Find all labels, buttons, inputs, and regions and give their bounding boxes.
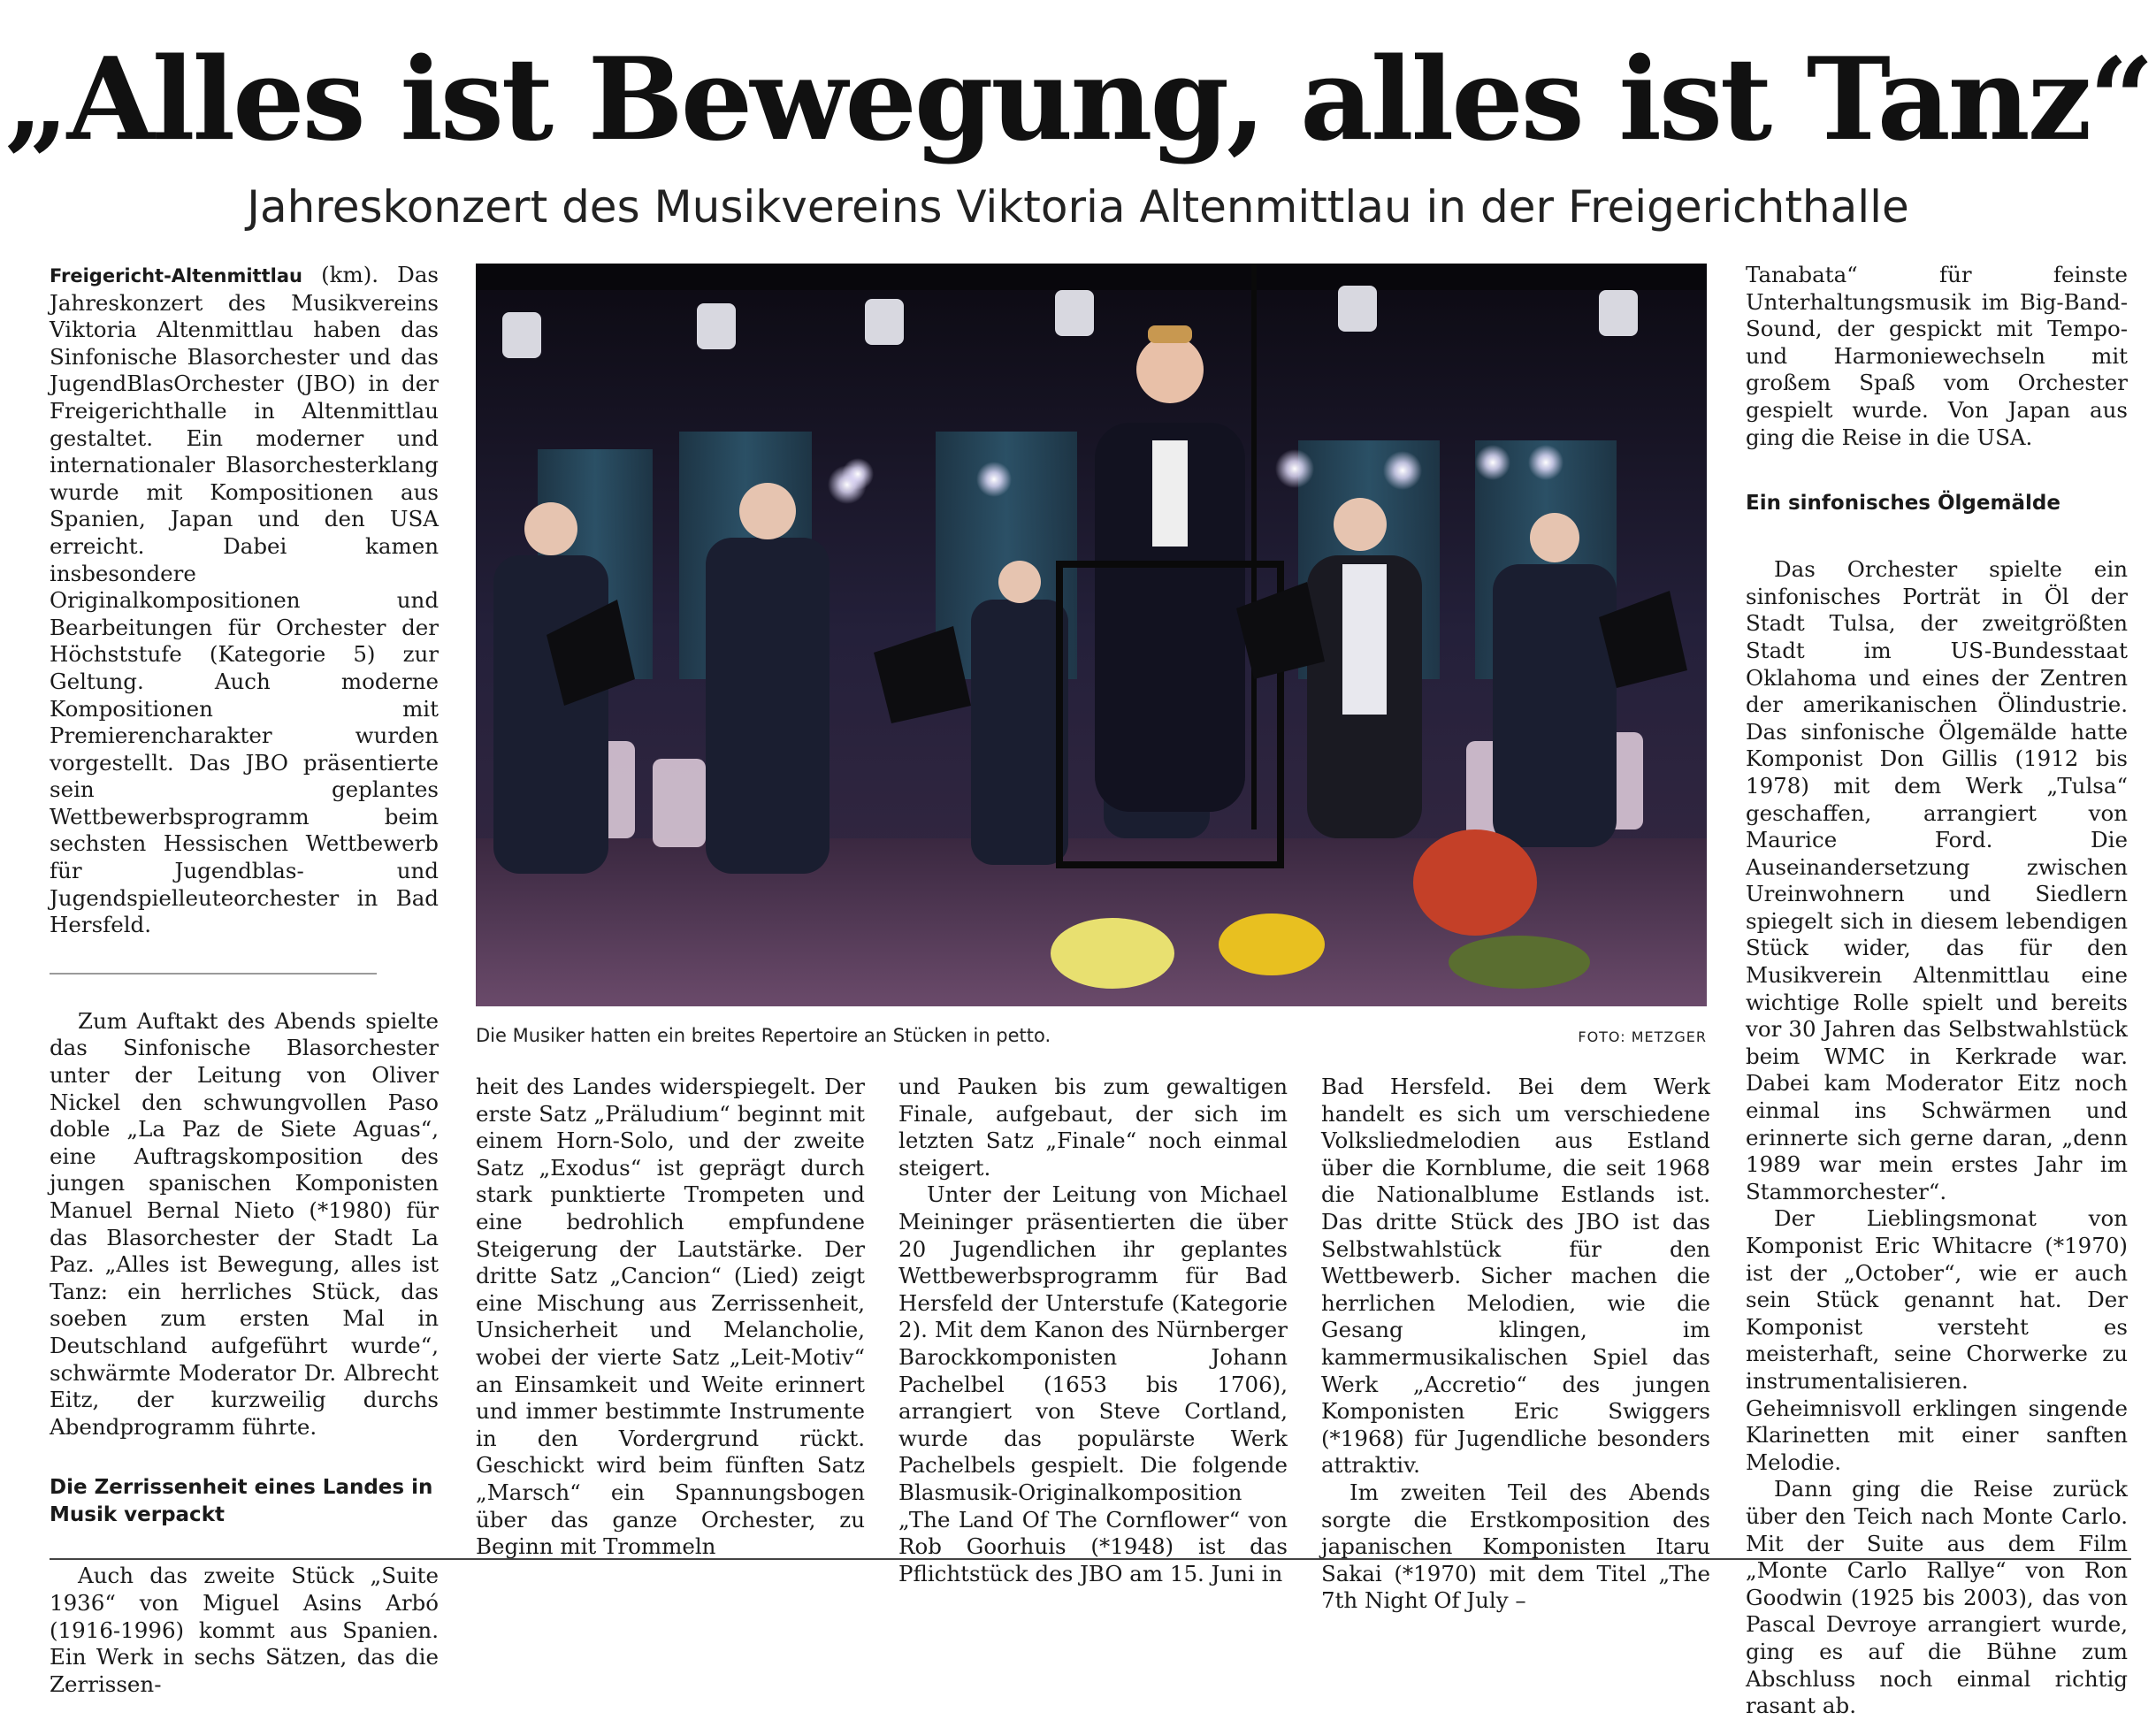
photo-credit: FOTO: METZGER bbox=[1578, 1028, 1707, 1045]
subheadline: Jahreskonzert des Musikvereins Viktoria Altenmittlau in der Freigerichthalle bbox=[247, 181, 1909, 233]
text-column-1 bbox=[50, 262, 439, 1698]
paragraph: Dann ging die Reise zurück über den Teich nach Monte Carlo. Mit der Suite aus dem Film „Monte Carlo Rallye“ von Ron Goodwin (1925 bis 2003), das von Pascal Devroye arrangiert wurde, ging es auf die Bühne zum Abschluss noch einmal richtig rasant ab. bbox=[1746, 1476, 2128, 1719]
section-divider bbox=[50, 973, 377, 975]
paragraph-text: (km). Das Jahreskonzert des Musikvereins Viktoria Altenmittlau haben das Sinfonische Blasorchester und das JugendBlasOrchester (JBO) in der Freigerichthalle in Altenmittlau gestaltet. Ein moderner und internationaler Blasorchesterklang wurde mit Kompositionen aus Spanien, Japan und den USA erreicht. Dabei kamen insbesondere Originalkompositionen und Bearbeitungen für Orchester der Höchststufe (Kategorie 5) zur Geltung. Auch moderne Kompositionen mit Premierencharakter wurden vorgestellt. Das JBO präsentierte sein geplantes Wettbewerbsprogramm beim sechsten Hessischen Wettbewerb für Jugendblas- und Jugendspielleuteorchester in Bad Hersfeld. bbox=[50, 262, 439, 938]
paragraph bbox=[50, 262, 439, 939]
caption-text: Die Musiker hatten ein breites Repertoire an Stücken in petto. bbox=[476, 1025, 1051, 1046]
bottom-rule bbox=[50, 1558, 2131, 1560]
text-column-4 bbox=[1321, 1074, 1710, 1615]
paragraph: Unter der Leitung von Michael Meininger präsentierten die über 20 Jugendlichen ihr geplantes Wettbewerbsprogramm für Bad Hersfeld der Unterstufe (Kategorie 2). Mit dem Kanon des Nürnberger Barockkomponisten Johann Pachelbel (1653 bis 1706), arrangiert von Steve Cortland, wurde das populärste Werk Pachelbels gespielt. Die folgende Blasmusik-Originalkomposition „The Land Of The Cornflower“ von Rob Goorhuis (*1948) ist das Pflichtstück des JBO am 15. Juni in bbox=[898, 1181, 1288, 1586]
concert-photo-image bbox=[476, 264, 1707, 1006]
dateline: Freigericht-Altenmittlau bbox=[50, 265, 302, 287]
paragraph: Tanabata“ für feinste Unterhaltungsmusik im Big-Band-Sound, der gespickt mit Tempo- und Harmoniewechseln mit großem Spaß vom Orchester gespielt wurde. Von Japan aus ging die Reise in die USA. bbox=[1746, 262, 2128, 450]
headline: „Alles ist Bewegung, alles ist Tanz“ bbox=[4, 34, 2152, 166]
paragraph: Auch das zweite Stück „Suite 1936“ von Miguel Asins Arbó (1916-1996) kommt aus Spanien. Ein Werk in sechs Sätzen, das die Zerrissen- bbox=[50, 1563, 439, 1697]
text-column-3 bbox=[898, 1074, 1288, 1587]
text-column-5 bbox=[1746, 262, 2128, 1720]
section-subhead: Ein sinfonisches Ölgemälde bbox=[1746, 492, 2060, 516]
paragraph: Zum Auftakt des Abends spielte das Sinfonische Blasorchester unter der Leitung von Oliver Nickel den schwungvollen Paso doble „La Paz de Siete Aguas“, eine Auftragskomposition des jungen spanischen Komponisten Manuel Bernal Nieto (*1980) für das Blasorchester der Stadt La Paz. „Alles ist Bewegung, alles ist Tanz: ein herrliches Stück, das soeben zum ersten Mal in Deutschland aufgeführt wurde“, schwärmte Moderator Dr. Albrecht Eitz, der kurzweilig durchs Abendprogramm führte. bbox=[50, 1007, 439, 1440]
paragraph: Das Orchester spielte ein sinfonisches Porträt in Öl der Stadt Tulsa, der zweitgrößten Stadt im US-Bundesstaat Oklahoma und eines der Zentren der amerikanischen Ölindustrie. Das sinfonische Ölgemälde hatte Komponist Don Gillis (1912 bis 1978) mit dem Werk „Tulsa“ geschaffen, arrangiert von Maurice Ford. Die Auseinandersetzung zwischen Ureinwohnern und Siedlern spiegelt sich in diesem lebendigen Stück wider, das für den Musikverein Altenmittlau eine wichtige Rolle spielt und bereits vor 30 Jahren das Selbstwahlstück beim WMC in Kerkrade war. Dabei kam Moderator Eitz noch einmal ins Schwärmen und erinnerte sich gerne daran, „denn 1989 war mein erstes Jahr im Stammorchester“. bbox=[1746, 556, 2128, 1204]
text-column-2 bbox=[476, 1074, 865, 1561]
concert-photo bbox=[476, 264, 1707, 1006]
paragraph: Der Lieblingsmonat von Komponist Eric Whitacre (*1970) ist der „October“, wie er auch sein Stück genannt hat. Der Komponist versteht es meisterhaft, seine Chorwerke zu instrumentalisieren. Geheimnisvoll erklingen singende Klarinetten mit einer sanften Melodie. bbox=[1746, 1205, 2128, 1475]
section-subhead: Die Zerrissenheit eines Landes in Musik verpackt bbox=[50, 1476, 433, 1527]
photo-caption bbox=[476, 1023, 1707, 1048]
paragraph: heit des Landes widerspiegelt. Der erste Satz „Präludium“ beginnt mit einem Horn-Solo, und der zweite Satz „Exodus“ ist geprägt durch stark punktierte Trompeten und eine bedrohlich empfundene Steigerung der Lautstärke. Der dritte Satz „Cancion“ (Lied) zeigt eine Mischung aus Zerrissenheit, Unsicherheit und Melancholie, wobei der vierte Satz „Leit-Motiv“ an Einsamkeit und Weite erinnert und immer bestimmte Instrumente in den Vordergrund rückt. Geschickt wird beim fünften Satz „Marsch“ ein Spannungsbogen über das ganze Orchester, zu Beginn mit Trommeln bbox=[476, 1074, 865, 1560]
paragraph: Im zweiten Teil des Abends sorgte die Erstkomposition des japanischen Komponisten Itaru Sakai (*1970) mit dem Titel „The 7th Night Of July – bbox=[1321, 1479, 1710, 1614]
paragraph: Bad Hersfeld. Bei dem Werk handelt es sich um verschiedene Volksliedmelodien aus Estland über die Kornblume, die seit 1968 die Nationalblume Estlands ist. Das dritte Stück des JBO ist das Selbstwahlstück für den Wettbewerb. Sicher machen die herrlichen Melodien, wie die Gesang klingen, im kammermusikalischen Spiel das Werk „Accretio“ des jungen Komponisten Eric Swiggers (*1968) für Jugendliche besonders attraktiv. bbox=[1321, 1074, 1710, 1479]
paragraph: und Pauken bis zum gewaltigen Finale, aufgebaut, der sich im letzten Satz „Finale“ noch einmal steigert. bbox=[898, 1074, 1288, 1181]
